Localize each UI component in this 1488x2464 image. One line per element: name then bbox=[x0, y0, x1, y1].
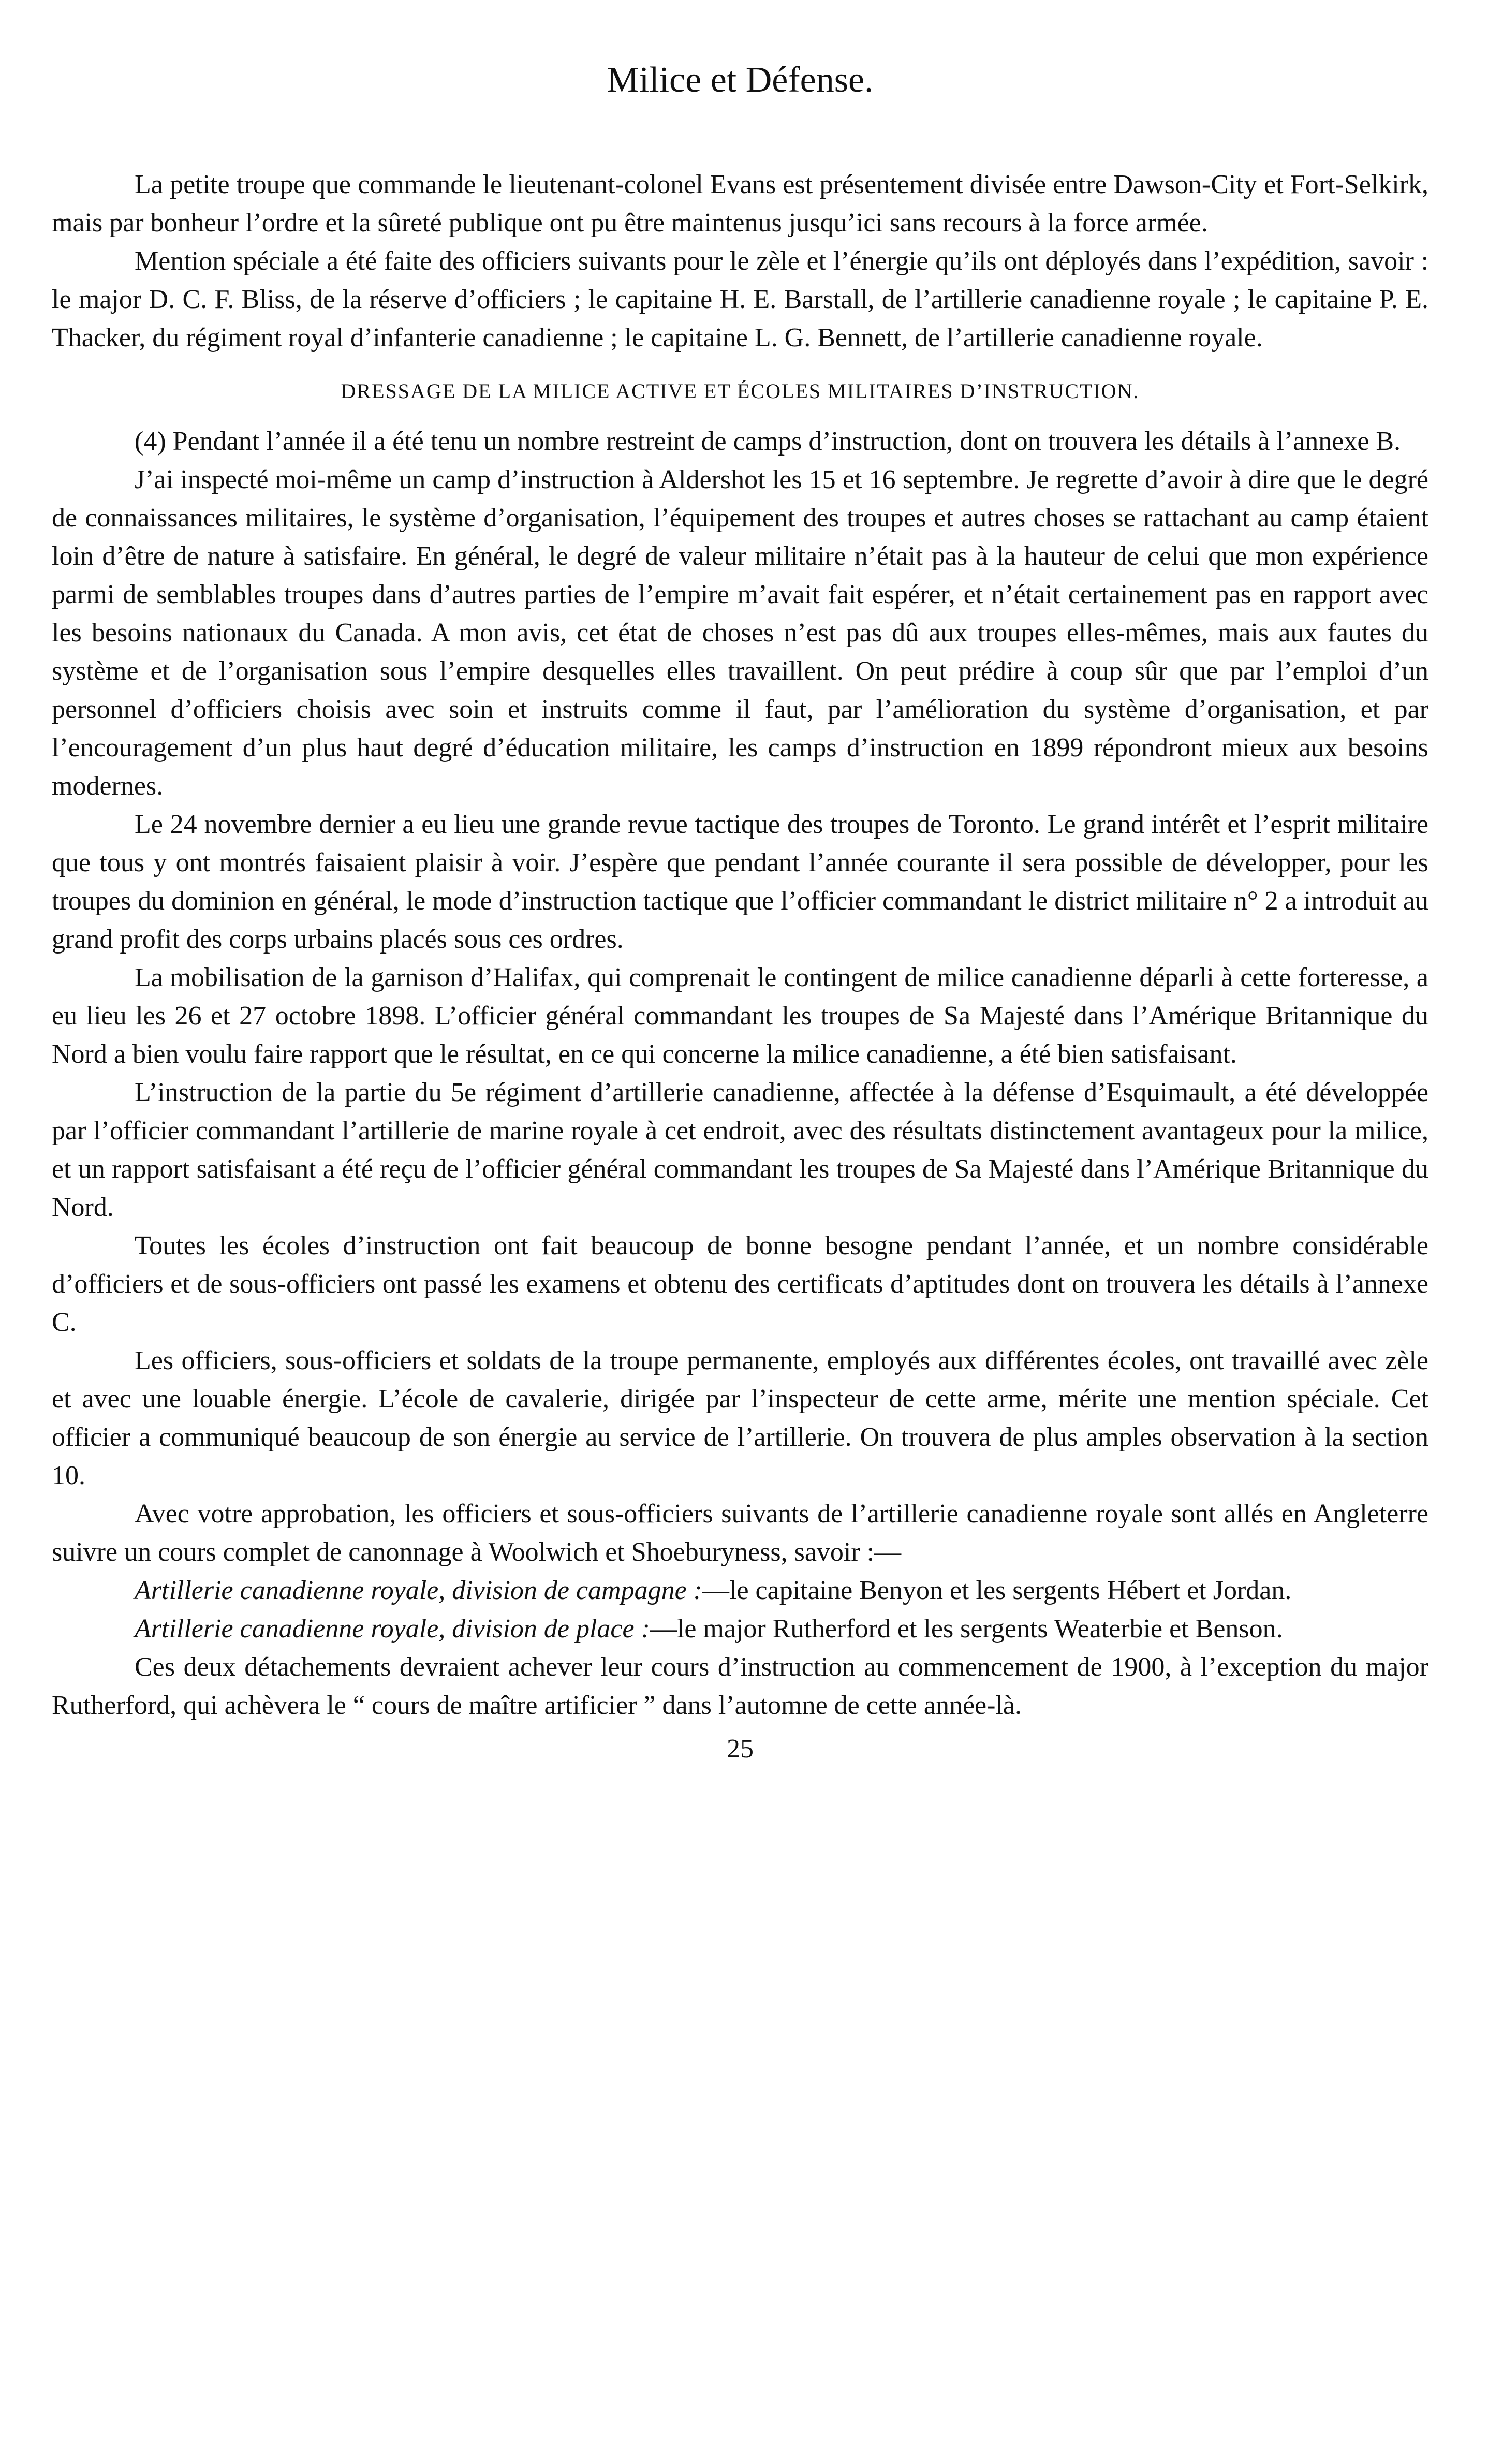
paragraph: La mobilisation de la garnison d’Halifax, qui comprenait le contingent de milice canadienne déparli à cette forteresse, a eu lieu les 26 et 27 octobre 1898. L’officier général commandant les troupes de Sa Majesté dans l’Amérique Britannique du Nord a bien voulu faire rapport que le résultat, en ce qui concerne la milice canadienne, a été bien satisfaisant. bbox=[52, 963, 1428, 1069]
paragraph: J’ai inspecté moi-même un camp d’instruction à Aldershot les 15 et 16 septembre. Je regrette d’avoir à dire que le degré de connaissances militaires, le système d’organisation, l’équipement des troupes et autres choses se rattachant au camp étaient loin d’être de nature à satisfaire. En général, le degré de valeur militaire n’était pas à la hauteur de celui que mon expérience parmi de semblables troupes dans d’autres parties de l’empire m’avait fait espérer, et n’était certainement pas en rapport avec les besoins nationaux du Canada. A mon avis, cet état de choses n’est pas dû aux troupes elles-mêmes, mais aux fautes du système et de l’organisation sous l’empire desquelles elles travaillent. On peut prédire à coup sûr que par l’emploi d’un personnel d’officiers choisis avec soin et instruits comme il faut, par l’amélioration du système d’organisation, et par l’encouragement d’un plus haut degré d’éducation militaire, les camps d’instruction en 1899 répondront mieux aux besoins modernes. bbox=[52, 465, 1428, 801]
paragraph: Toutes les écoles d’instruction ont fait beaucoup de bonne besogne pendant l’année, et un nombre considérable d’officiers et de sous-officiers ont passé les examens et obtenu des certificats d’aptitudes dont on trouvera les détails à l’annexe C. bbox=[52, 1231, 1428, 1337]
italic-item-label: Artillerie canadienne royale, division de campagne : bbox=[135, 1576, 703, 1605]
paragraph: (4) Pendant l’année il a été tenu un nombre restreint de camps d’instruction, dont on trouvera les détails à l’annexe B. bbox=[135, 427, 1401, 456]
document-page bbox=[52, 57, 1428, 1768]
paragraph: Avec votre approbation, les officiers et sous-officiers suivants de l’artillerie canadienne royale sont allés en Angleterre suivre un cours complet de canonnage à Woolwich et Shoeburyness, savoir :— bbox=[52, 1499, 1428, 1567]
paragraph: La petite troupe que commande le lieutenant-colonel Evans est présentement divisée entre Dawson-City et Fort-Selkirk, mais par bonheur l’ordre et la sûreté publique ont pu être maintenus jusqu’ici sans recours à la force armée. bbox=[52, 170, 1428, 238]
page-title: Milice et Défense. bbox=[607, 60, 874, 100]
page-number: 25 bbox=[727, 1734, 754, 1764]
paragraph: Mention spéciale a été faite des officiers suivants pour le zèle et l’énergie qu’ils ont déployés dans l’expédition, savoir : le major D. C. F. Bliss, de la réserve d’officiers ; le capitaine H. E. Barstall, de l’artillerie canadienne royale ; le capitaine P. E. Thacker, du régiment royal d’infanterie canadienne ; le capitaine L. G. Bennett, de l’artillerie canadienne royale. bbox=[52, 246, 1428, 353]
paragraph: Ces deux détachements devraient achever leur cours d’instruction au commencement de 1900, à l’exception du major Rutherford, qui achèvera le “ cours de maître artificier ” dans l’automne de cette année-là. bbox=[52, 1652, 1428, 1720]
italic-item-text: —le major Rutherford et les sergents Weaterbie et Benson. bbox=[650, 1614, 1283, 1644]
italic-item-label: Artillerie canadienne royale, division de place : bbox=[135, 1614, 650, 1644]
italic-item-paragraph bbox=[52, 1572, 1428, 1610]
paragraph: Les officiers, sous-officiers et soldats de la troupe permanente, employés aux différentes écoles, ont travaillé avec zèle et avec une louable énergie. L’école de cavalerie, dirigée par l’inspecteur de cette arme, mérite une mention spéciale. Cet officier a communiqué beaucoup de son énergie au service de l’artillerie. On trouvera de plus amples observation à la section 10. bbox=[52, 1346, 1428, 1490]
italic-item-paragraph bbox=[52, 1610, 1428, 1648]
italic-item-text: —le capitaine Benyon et les sergents Hébert et Jordan. bbox=[702, 1576, 1292, 1605]
paragraph: L’instruction de la partie du 5e régiment d’artillerie canadienne, affectée à la défense d’Esquimault, a été développée par l’officier commandant l’artillerie de marine royale à cet endroit, avec des résultats distinctement avantageux pour la milice, et un rapport satisfaisant a été reçu de l’officier général commandant les troupes de Sa Majesté dans l’Amérique Britannique du Nord. bbox=[52, 1078, 1428, 1222]
section-heading: DRESSAGE DE LA MILICE ACTIVE ET ÉCOLES MILITAIRES D’INSTRUCTION. bbox=[341, 379, 1140, 403]
paragraph: Le 24 novembre dernier a eu lieu une grande revue tactique des troupes de Toronto. Le grand intérêt et l’esprit militaire que tous y ont montrés faisaient plaisir à voir. J’espère que pendant l’année courante il sera possible de développer, pour les troupes du dominion en général, le mode d’instruction tactique que l’officier commandant le district militaire n° 2 a introduit au grand profit des corps urbains placés sous ces ordres. bbox=[52, 810, 1428, 954]
